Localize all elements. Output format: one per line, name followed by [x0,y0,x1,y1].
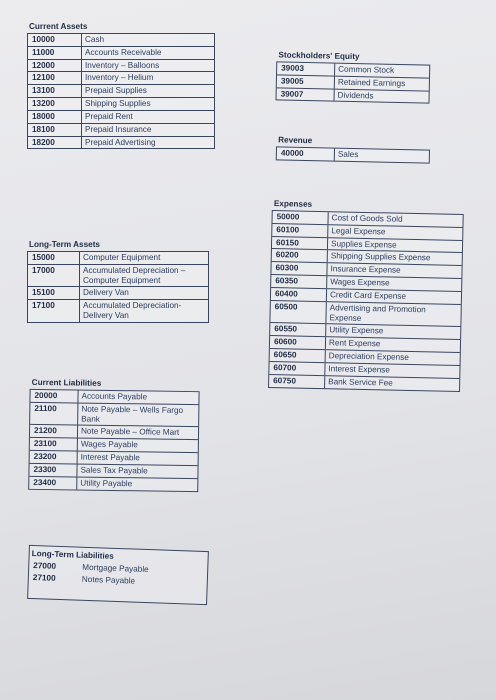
account-code: 18100 [28,124,82,136]
table-row [28,286,208,299]
account-name: Delivery Van [83,288,129,298]
section-title: Revenue [278,135,313,146]
account-code: 23200 [30,451,78,464]
expenses-table [268,210,464,392]
table-row [28,59,214,72]
account-name: Cash [85,34,105,44]
account-code: 15000 [28,252,80,264]
account-name: Utility Payable [80,478,133,489]
account-name: Depreciation Expense [328,351,409,363]
long-term-liabilities-section [27,545,209,605]
account-name: Notes Payable [81,574,136,586]
account-name: Prepaid Rent [85,111,133,121]
account-name: Prepaid Insurance [85,124,152,134]
account-code: 21200 [30,425,78,438]
account-code: 60500 [270,301,326,324]
account-name: Retained Earnings [337,77,406,88]
table-row [277,147,429,162]
account-code: 13100 [28,85,82,97]
account-name: Sales Tax Payable [80,465,148,476]
account-name: Interest Payable [80,452,140,463]
table-row [29,463,197,478]
table-row [30,424,198,439]
account-code: 27000 [33,560,57,571]
account-name: Note Payable – Wells Fargo Bank [81,404,184,424]
section-title: Current Assets [29,22,88,31]
account-code: 17000 [28,265,80,287]
account-code: 60100 [272,224,328,237]
account-name: Accounts Payable [81,391,148,402]
table-row [28,46,214,59]
long-term-assets-section [27,239,209,323]
section-title: Stockholders' Equity [278,50,360,62]
account-code: 23300 [29,464,77,477]
account-name: Bank Service Fee [328,377,393,388]
long-term-liabilities-table [27,545,209,605]
account-name: Advertising and Promotion Expense [329,302,426,323]
stockholders-equity-table [275,61,430,104]
account-name: Insurance Expense [330,264,401,275]
account-code: 39005 [277,75,335,88]
account-code: 60150 [272,237,328,250]
account-name: Note Payable – Office Mart [80,426,180,438]
current-assets-section [27,21,215,149]
account-name: Dividends [337,90,374,100]
stockholders-equity-section [275,49,430,104]
account-code: 15100 [28,287,80,299]
current-assets-table [27,33,215,150]
table-row [30,402,198,427]
account-name: Common Stock [338,64,395,75]
account-name: Accumulated Depreciation –Computer Equipment [83,265,186,285]
account-code: 21100 [30,403,78,425]
account-code: 23100 [30,438,78,451]
account-code: 60550 [270,323,326,336]
account-name: Accounts Receivable [85,47,162,57]
table-row [28,110,214,123]
table-row [29,476,197,491]
table-row [28,34,214,46]
account-code: 39003 [277,62,335,75]
account-name: Shipping Supplies [85,99,151,109]
account-code: 12100 [28,72,82,84]
table-row [28,123,214,136]
account-name: Supplies Expense [330,238,397,250]
account-code: 40000 [277,147,335,160]
account-name: Prepaid Advertising [85,137,156,147]
section-title: Long-Term Liabilities [31,548,114,561]
account-code: 60750 [269,375,325,388]
table-row [28,136,214,149]
account-name: Wages Payable [80,439,138,450]
current-liabilities-section [28,377,200,492]
account-code: 18000 [28,111,82,123]
section-title: Expenses [273,199,313,209]
account-code: 11000 [28,47,82,59]
table-row [30,437,198,452]
table-row [28,97,214,110]
account-code: 27100 [32,572,56,583]
table-row [28,71,214,84]
account-name: Cost of Goods Sold [331,213,403,224]
table-row [30,390,198,404]
account-name: Inventory – Helium [85,73,154,83]
account-code: 60650 [270,349,326,362]
account-name: Wages Expense [330,277,390,288]
account-code: 60400 [271,288,327,301]
expenses-section [268,198,464,392]
account-name: Computer Equipment [83,252,161,262]
long-term-assets-table [27,251,209,323]
account-code: 12000 [28,60,82,72]
account-name: Accumulated Depreciation-Delivery Van [83,301,182,321]
account-name: Rent Expense [328,338,381,349]
account-code: 60600 [270,336,326,349]
table-row [270,300,460,327]
account-name: Interest Expense [328,364,390,375]
account-code: 23400 [29,477,77,490]
account-code: 17100 [28,300,80,322]
account-code: 60200 [272,249,328,262]
current-liabilities-table [28,389,199,492]
account-name: Legal Expense [331,225,386,237]
account-name: Mortgage Payable [82,562,149,574]
account-name: Shipping Supplies Expense [330,251,431,263]
section-title: Long-Term Assets [29,240,100,249]
account-name: Inventory – Balloons [85,60,160,70]
account-code: 39007 [276,88,334,101]
account-code: 50000 [272,211,328,224]
account-name: Sales [337,149,359,159]
account-code: 60700 [269,362,325,375]
table-row [30,450,198,465]
table-row [28,252,208,264]
account-code: 20000 [30,390,78,403]
account-name: Utility Expense [329,325,384,336]
account-code: 18200 [28,137,82,149]
account-name: Prepaid Supplies [85,86,147,96]
section-title: Current Liabilities [31,377,102,388]
account-code: 13200 [28,98,82,110]
account-code: 10000 [28,34,82,46]
table-row [28,84,214,97]
account-code: 60300 [271,262,327,275]
table-row [28,299,208,322]
revenue-section [276,134,431,163]
table-row [28,264,208,287]
account-name: Credit Card Expense [329,290,407,301]
account-code: 60350 [271,275,327,288]
